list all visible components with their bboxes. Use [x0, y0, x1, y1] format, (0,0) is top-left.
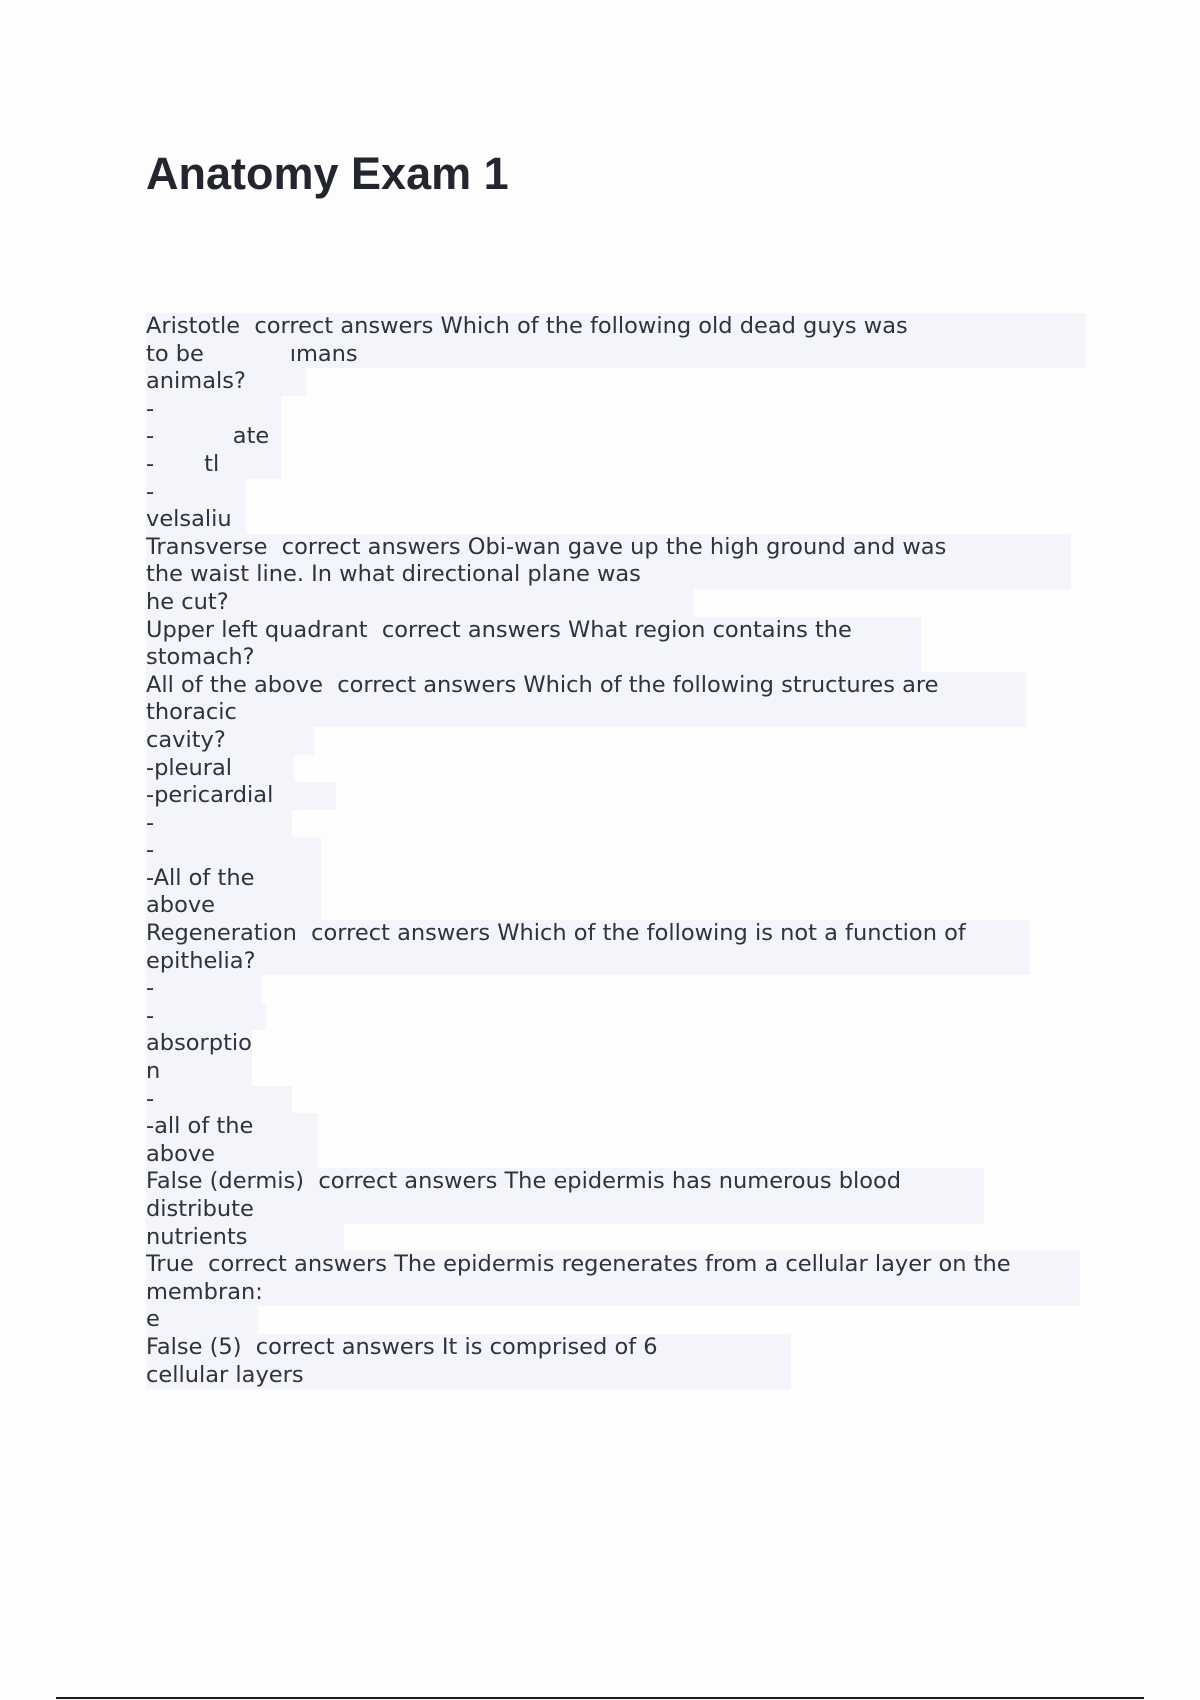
- qa-text-line: -: [146, 1003, 266, 1031]
- qa-text-line: he cut?: [146, 589, 694, 617]
- qa-text-line: to be ımans: [146, 341, 1086, 369]
- qa-text-line: stomach?: [146, 644, 921, 672]
- qa-text-line: cavity?: [146, 727, 314, 755]
- qa-answer-line: Upper left quadrant correct answers What region contains the: [146, 617, 921, 645]
- qa-answer-line: True correct answers The epidermis regenerates from a cellular layer on the: [146, 1251, 1080, 1279]
- qa-text-line: - ate: [146, 423, 281, 451]
- qa-text-line: -pleural: [146, 755, 294, 783]
- qa-text-line: -: [146, 479, 246, 507]
- qa-answer-line: False (dermis) correct answers The epidermis has numerous blood: [146, 1168, 984, 1196]
- qa-text-line: above: [146, 892, 321, 920]
- qa-block: [146, 920, 1086, 1168]
- qa-block: [146, 313, 1086, 534]
- qa-text-line: nutrients: [146, 1224, 344, 1252]
- qa-answer-line: Aristotle correct answers Which of the following old dead guys was: [146, 313, 1086, 341]
- qa-text-line: animals?: [146, 368, 306, 396]
- qa-text-line: thoracic: [146, 699, 1026, 727]
- qa-text-line: -: [146, 1086, 292, 1114]
- qa-text-line: - tl: [146, 451, 281, 479]
- qa-text-line: -all of the: [146, 1113, 318, 1141]
- qa-answer-line: All of the above correct answers Which of the following structures are: [146, 672, 1026, 700]
- qa-text-line: -: [146, 975, 262, 1003]
- qa-text-line: velsaliu: [146, 506, 246, 534]
- qa-block: [146, 672, 1086, 920]
- document-title: Anatomy Exam 1: [146, 148, 509, 199]
- qa-block: [146, 1251, 1086, 1334]
- qa-text-line: -: [146, 396, 281, 424]
- qa-answer-line: Regeneration correct answers Which of the following is not a function of: [146, 920, 1030, 948]
- qa-text-line: membran:: [146, 1279, 1080, 1307]
- qa-text-line: e: [146, 1306, 258, 1334]
- qa-text-line: n: [146, 1058, 252, 1086]
- qa-list: [146, 313, 1086, 1389]
- qa-block: [146, 617, 1086, 672]
- qa-text-line: above: [146, 1141, 318, 1169]
- qa-text-line: -: [146, 837, 321, 865]
- qa-text-line: the waist line. In what directional plane was: [146, 561, 1071, 589]
- qa-block: [146, 534, 1086, 617]
- qa-block: [146, 1334, 1086, 1389]
- qa-block: [146, 1168, 1086, 1251]
- footer-divider: [56, 1697, 1144, 1699]
- qa-text-line: cellular layers: [146, 1362, 791, 1390]
- qa-answer-line: False (5) correct answers It is comprised of 6: [146, 1334, 791, 1362]
- qa-text-line: distribute: [146, 1196, 984, 1224]
- qa-text-line: -pericardial: [146, 782, 336, 810]
- qa-text-line: -: [146, 810, 292, 838]
- qa-text-line: epithelia?: [146, 948, 1030, 976]
- qa-text-line: absorptio: [146, 1030, 252, 1057]
- qa-answer-line: Transverse correct answers Obi-wan gave up the high ground and was: [146, 534, 1071, 562]
- qa-text-line: -All of the: [146, 865, 321, 893]
